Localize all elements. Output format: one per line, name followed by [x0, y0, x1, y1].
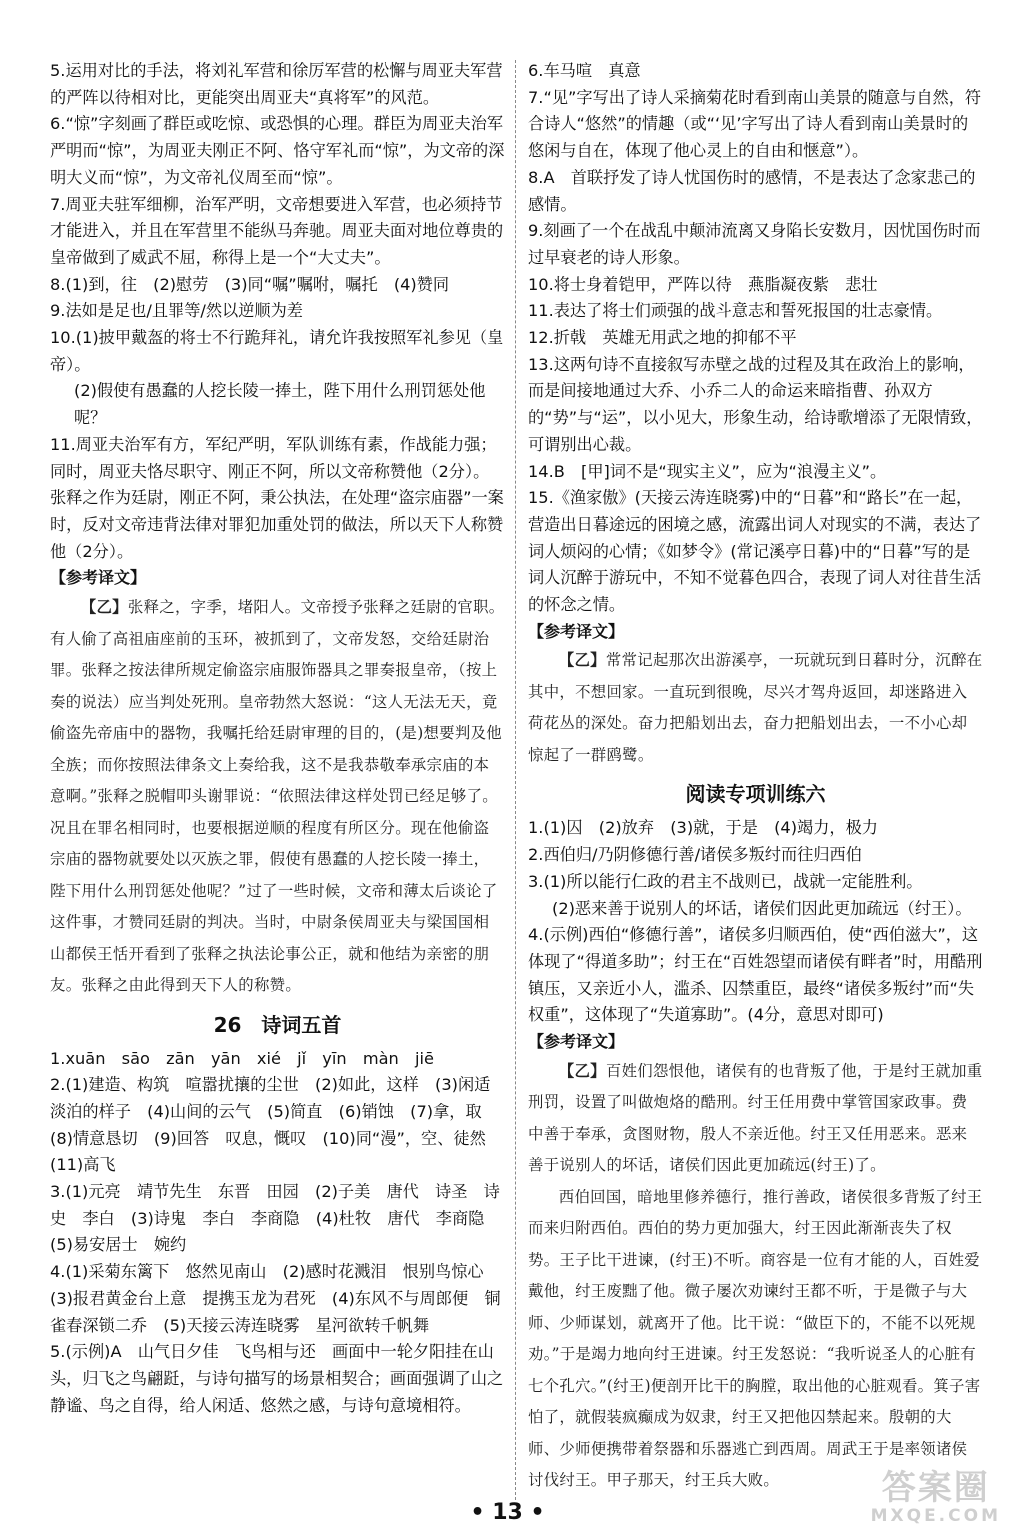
reading-answer-2: 2.西伯归/乃阴修德行善/诸侯多叛纣而往归西伯 [528, 845, 862, 865]
reading-answer-3-2: (2)恶来善于说别人的坏话，诸侯们因此更加疏远（纣王）。 [552, 898, 972, 918]
poem-answer-14: 14.B [甲]词不是“现实主义”，应为“浪漫主义”。 [528, 461, 887, 481]
poem-answer-2: 2.(1)建造、构筑 喧嚣扰攘的尘世 (2)如此，这样 (3)闲适淡泊的样子 (4)山间的云气 (5)简直 (6)销蚀 (7)拿，取 (8)情意恳切 (9)回答 叹息，慨叹 (10)同“漫”，空、徒然 (11)高飞 [50, 1075, 502, 1175]
page-number: • 13 • [470, 1500, 545, 1525]
answer-10-2: (2)假使有愚蠢的人挖长陵一捧土，陛下用什么刑罚惩处他呢？ [74, 381, 486, 428]
translation-text: 百姓们怨恨他，诸侯有的也背叛了他，于是纣王就加重刑罚，设置了叫做炮烙的酷刑。纣王任用费中掌管国家政事。费中善于奉承，贪图财物，殷人不亲近他。纣王又任用恶来。恶来善于说别人的坏话，诸侯们因此更加疏远(纣王)了。 [528, 1061, 983, 1175]
poem-answer-6: 6.车马喧 真意 [528, 61, 641, 80]
poem-answer-13: 13.这两句诗不直接叙写赤壁之战的过程及其在政治上的影响，而是间接地通过大乔、小乔二人的命运来暗指曹、孙双方的“势”与“运”，以小见大，形象生动，给诗歌增添了无限情致，可谓别出心裁。 [528, 354, 983, 454]
poem-answer-12: 12.折戟 英雄无用武之地的抑郁不平 [528, 328, 797, 348]
translation-paragraph [528, 645, 983, 771]
watermark-en: MXQE.COM [870, 1506, 1001, 1526]
answer-8: 8.(1)到，往 (2)慰劳 (3)同“嘱”嘱咐，嘱托 (4)赞同 [50, 274, 450, 294]
translation-paragraph [50, 592, 505, 1002]
poem-answer-11: 11.表达了将士们顽强的战斗意志和誓死报国的壮志豪情。 [528, 301, 943, 321]
poem-answer-10: 10.将士身着铠甲，严阵以待 燕脂凝夜紫 悲壮 [528, 274, 878, 294]
translation-tag: 【乙】 [558, 651, 606, 670]
watermark-logo [871, 1470, 1001, 1526]
reading-answer-1: 1.(1)囚 (2)放弃 (3)就，于是 (4)竭力，极力 [528, 818, 878, 838]
answer-9: 9.法如是足也/且罪等/然以逆顺为差 [50, 301, 303, 321]
answer-6: 6.“惊”字刻画了群臣或吃惊、或恐惧的心理。群臣为周亚夫治军严明而“惊”，为周亚夫刚正不阿、恪守军礼而“惊”，为文帝的深明大义而“惊”，为文帝礼仪周至而“惊”。 [50, 114, 505, 187]
reading-answer-3-1: 3.(1)所以能行仁政的君主不战则已，战就一定能胜利。 [528, 871, 923, 891]
left-column [50, 58, 505, 1419]
right-column [528, 58, 983, 1497]
translation-paragraph-2: 西伯回国，暗地里修养德行，推行善政，诸侯很多背叛了纣王而来归附西伯。西伯的势力更加强大，纣王因此渐渐丧失了权势。王子比干进谏，(纣王)不听。商容是一位有才能的人，百姓爱戴他，纣王废黜了他。微子屡次劝谏纣王都不听，于是微子与大师、少师谋划，就离开了他。比干说：“做臣下的，不能不以死规劝。”于是竭力地向纣王进谏。纣王发怒说：“我听说圣人的心脏有七个孔穴。”(纣王)便剖开比干的胸膛，取出他的心脏观看。箕子害怕了，就假装疯癫成为奴隶，纣王又把他囚禁起来。殷朝的大师、少师便携带着祭器和乐器逃亡到西周。周武王于是率领诸侯讨伐纣王。甲子那天，纣王兵大败。 [528, 1187, 983, 1490]
translation-paragraph [528, 1056, 983, 1182]
translation-tag: 【乙】 [80, 598, 128, 617]
poem-answer-8: 8.A 首联抒发了诗人忧国伤时的感情，不是表达了念家悲己的感情。 [528, 167, 976, 214]
section-title: 26 诗词五首 [213, 1012, 342, 1037]
answer-10-1: 10.(1)披甲戴盔的将士不行跪拜礼，请允许我按照军礼参见（皇帝）。 [50, 328, 504, 374]
poem-answer-4: 4.(1)采菊东篱下 悠然见南山 (2)感时花溅泪 恨别鸟惊心 (3)报君黄金台上意 提携玉龙为君死 (4)东风不与周郎便 铜雀春深锁二乔 (5)天接云涛连晓雾 星河欲转千帆舞 [50, 1262, 501, 1335]
watermark-cn: 答案圈 [881, 1468, 990, 1508]
section-title: 阅读专项训练六 [685, 782, 826, 807]
poem-answer-7: 7.“见”字写出了诗人采摘菊花时看到南山美景的随意与自然，符合诗人“悠然”的情趣（或“‘见’字写出了诗人看到南山美景时的悠闲与自在，体现了他心灵上的自由和惬意”）。 [528, 87, 982, 161]
poem-answer-15: 15.《渔家傲》(天接云涛连晓雾)中的“日暮”和“路长”在一起，营造出日暮途远的困境之感，流露出词人对现实的不满，表达了词人烦闷的心情；《如梦令》(常记溪亭日暮)中的“日暮”写的是词人沉醉于游玩中，不知不觉暮色四合，表现了词人对往昔生活的怀念之情。 [528, 488, 982, 615]
poem-answer-3: 3.(1)元亮 靖节先生 东晋 田园 (2)子美 唐代 诗圣 诗史 李白 (3)诗鬼 李白 李商隐 (4)杜牧 唐代 李商隐 (5)易安居士 婉约 [50, 1182, 501, 1255]
poem-answer-9: 9.刻画了一个在战乱中颠沛流离又身陷长安数月，因忧国伤时而过早衰老的诗人形象。 [528, 221, 981, 267]
reference-translation-header: 【参考译文】 [528, 621, 625, 641]
answer-11: 11.周亚夫治军有方，军纪严明，军队训练有素，作战能力强；同时，周亚夫恪尽职守、刚正不阿，所以文帝称赞他（2分）。张释之作为廷尉，刚正不阿，秉公执法，在处理“盗宗庙器”一案时，反对文帝违背法律对罪犯加重处罚的做法，所以天下人称赞他（2分）。 [50, 434, 504, 561]
answer-5: 5.运用对比的手法，将刘礼军营和徐厉军营的松懈与周亚夫军营的严阵以待相对比，更能突出周亚夫“真将军”的风范。 [50, 61, 503, 107]
reading-answer-4: 4.(示例)西伯“修德行善”，诸侯多归顺西伯，使“西伯滋大”，这体现了“得道多助”；纣王在“百姓怨望而诸侯有畔者”时，用酷刑镇压，又亲近小人，滥杀、囚禁重臣，最终“诸侯多叛纣”而“失权重”，这体现了“失道寡助”。(4分，意思对即可) [528, 925, 983, 1025]
reference-translation-header: 【参考译文】 [50, 568, 147, 588]
answer-7: 7.周亚夫驻军细柳，治军严明，文帝想要进入军营，也必须持节才能进入，并且在军营里不能纵马奔驰。周亚夫面对地位尊贵的皇帝做到了威武不屈，称得上是一个“大丈夫”。 [50, 194, 504, 267]
translation-text: 常常记起那次出游溪亭，一玩就玩到日暮时分，沉醉在其中，不想回家。一直玩到很晚，尽兴才驾舟返回，却迷路进入荷花丛的深处。奋力把船划出去，奋力把船划出去，一不小心却惊起了一群鸥鹭。 [528, 651, 983, 764]
column-divider [515, 60, 516, 1500]
poem-answer-5: 5.(示例)A 山气日夕佳 飞鸟相与还 画面中一轮夕阳挂在山头，归飞之鸟翩跹，与诗句描写的场景相契合；画面强调了山之静谧、鸟之自得，给人闲适、悠然之感，与诗句意境相符。 [50, 1342, 504, 1415]
reference-translation-header: 【参考译文】 [528, 1032, 625, 1052]
poem-answer-1: 1.xuān sāo zān yān xié jǐ yīn màn jiē [50, 1048, 434, 1068]
translation-tag: 【乙】 [558, 1061, 606, 1080]
translation-text: 张释之，字季，堵阳人。文帝授予张释之廷尉的官职。有人偷了高祖庙座前的玉环，被抓到了，文帝发怒，交给廷尉治罪。张释之按法律所规定偷盗宗庙服饰器具之罪奏报皇帝，（按上奏的说法）应当判处死刑。皇帝勃然大怒说：“这人无法无天，竟偷盗先帝庙中的器物，我嘱托给廷尉审理的目的，(是)想要判及他全族；而你按照法律条文上奏给我，这不是我恭敬奉承宗庙的本意啊。”张释之脱帽叩头谢罪说：“依照法律这样处罚已经足够了。况且在罪名相同时，也要根据逆顺的程度有所区分。现在他偷盗宗庙的器物就要处以灭族之罪，假使有愚蠢的人挖长陵一捧土，陛下用什么刑罚惩处他呢？”过了一些时候，文帝和薄太后谈论了这件事，才赞同廷尉的判决。当时，中尉条侯周亚夫与梁国国相山都侯王恬开看到了张释之执法论事公正，就和他结为亲密的朋友。张释之由此得到天下人的称赞。 [50, 598, 505, 995]
